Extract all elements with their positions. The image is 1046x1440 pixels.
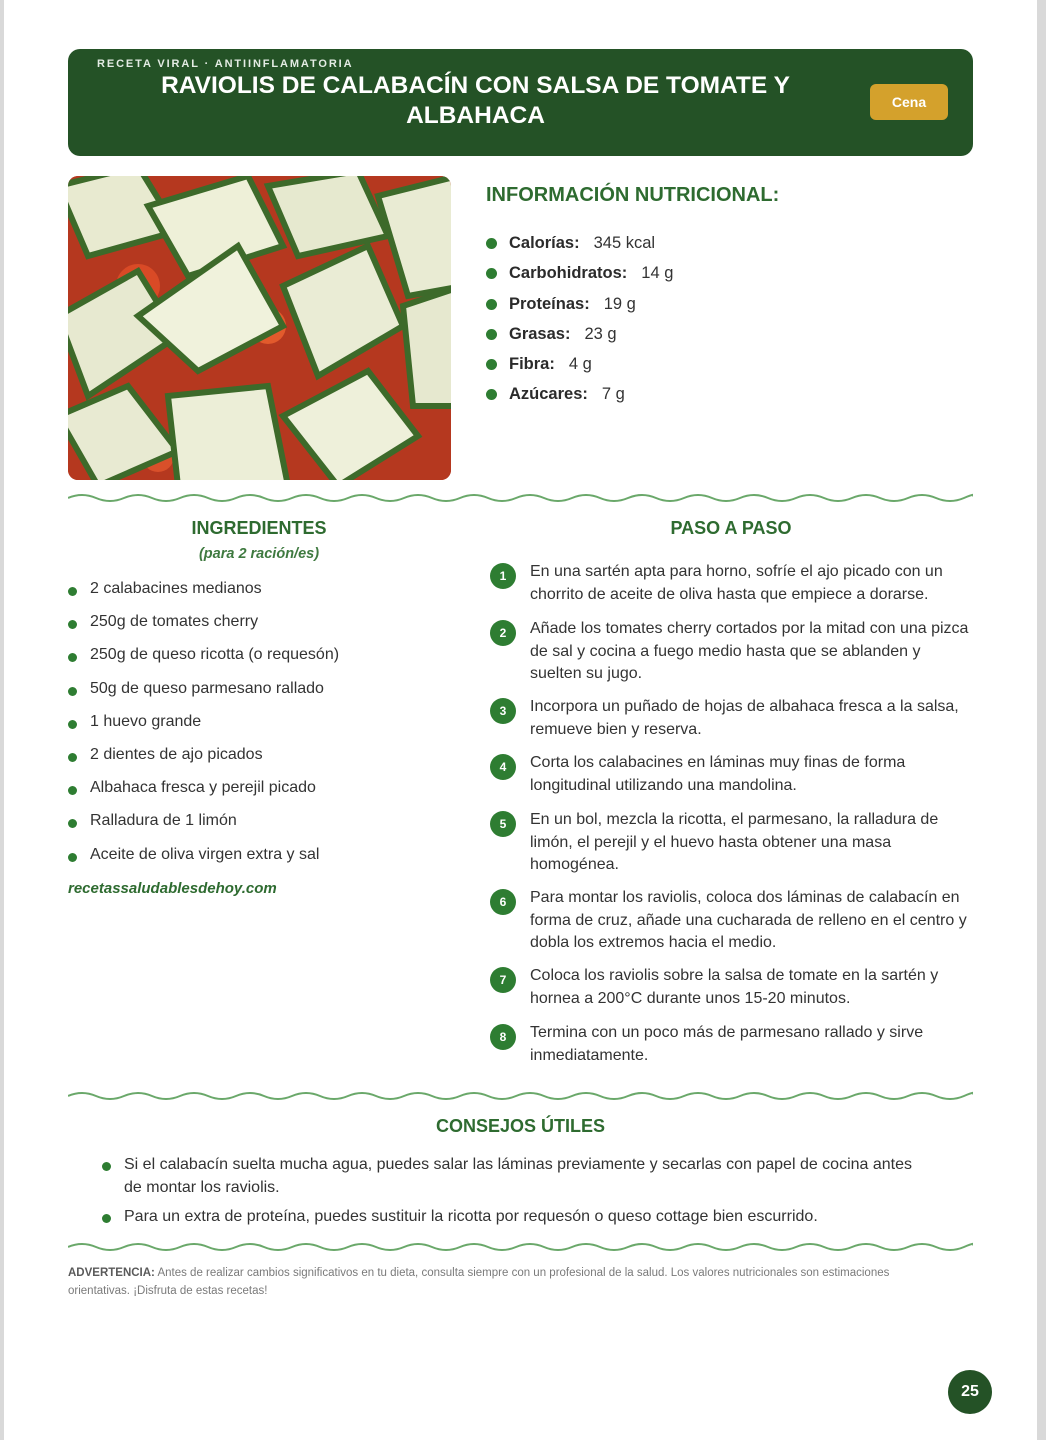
nutrition-item — [486, 383, 673, 413]
nutrition-value: 345 kcal — [593, 234, 656, 252]
bullet-icon — [68, 653, 77, 662]
nutrition-item — [486, 262, 673, 292]
nutrition-label: Proteínas: — [509, 294, 590, 313]
step-text: En un bol, mezcla la ricotta, el parmesano, la ralladura de limón, el perejil y el huevo hasta obtener una masa homogénea. — [530, 811, 939, 873]
step-text: Incorpora un puñado de hojas de albahaca fresca a la salsa, remueve bien y reserva. — [530, 698, 959, 738]
ingredient-text: 2 dientes de ajo picados — [90, 745, 263, 763]
ingredient-text: Albahaca fresca y perejil picado — [90, 779, 316, 797]
step-text: Coloca los raviolis sobre la salsa de tomate en la sartén y hornea a 200°C durante unos 15-20 minutos. — [530, 967, 939, 1007]
bullet-icon — [68, 587, 77, 596]
ingredient-text: 2 calabacines medianos — [90, 580, 262, 597]
ingredient-text: 250g de tomates cherry — [90, 613, 259, 631]
step-text: Para montar los raviolis, coloca dos láminas de calabacín en forma de cruz, añade una cucharada de relleno en el centro y dobla los extremos hacia el medio. — [530, 889, 967, 951]
step-number: 5 — [490, 811, 516, 837]
wave-divider — [68, 1090, 973, 1102]
bullet-icon — [486, 238, 497, 249]
nutrition-label: Calorías: — [509, 234, 580, 252]
ingredient-item — [68, 611, 448, 644]
bullet-icon — [68, 720, 77, 729]
ingredient-item — [68, 644, 448, 677]
recipe-kicker: RECETA VIRAL · ANTIINFLAMATORIA — [97, 58, 354, 70]
bullet-icon — [486, 359, 497, 370]
ingredient-text: 250g de queso ricotta (o requesón) — [90, 646, 340, 664]
recipe-photo — [68, 176, 451, 480]
bullet-icon — [68, 819, 77, 828]
steps-title: PASO A PASO — [670, 518, 792, 538]
step-text: En una sartén apta para horno, sofríe el ajo picado con un chorrito de aceite de oliva hasta que empiece a dorarse. — [530, 563, 943, 603]
bullet-icon — [102, 1162, 111, 1171]
nutrition-label: Grasas: — [509, 324, 571, 343]
ingredient-text: Aceite de oliva virgen extra y sal — [90, 845, 320, 863]
bullet-icon — [68, 753, 77, 762]
nutrition-label: Fibra: — [509, 355, 555, 374]
recipe-title: RAVIOLIS DE CALABACÍN CON SALSA DE TOMATE Y ALBAHACA — [161, 72, 790, 129]
step-number: 6 — [490, 889, 516, 915]
tip-text: Para un extra de proteína, puedes sustituir la ricotta por requesón o queso cottage bien escurrido. — [124, 1208, 818, 1225]
ingredient-text: 1 huevo grande — [90, 712, 202, 730]
ingredient-item — [68, 777, 448, 810]
ingredients-title: INGREDIENTES — [191, 518, 327, 538]
step-text: Añade los tomates cherry cortados por la mitad con una pizca de sal y cocina a fuego medio hasta que se ablanden y suelten su jugo. — [530, 620, 969, 682]
wave-divider — [68, 1241, 973, 1253]
nutrition-title: INFORMACIÓN NUTRICIONAL: — [486, 184, 780, 206]
meal-type-badge: Cena — [870, 84, 948, 120]
disclaimer-text: Antes de realizar cambios significativos en tu dieta, consulta siempre con un profesional de la salud. Los valores nutricionales son estimaciones orientativas. ¡Disfruta de estas recetas! — [68, 1267, 890, 1297]
nutrition-item — [486, 232, 673, 262]
nutrition-value: 7 g — [601, 385, 625, 404]
bullet-icon — [102, 1214, 111, 1223]
nutrition-label: Carbohidratos: — [509, 264, 628, 283]
ingredients-list — [68, 578, 448, 877]
page-number: 25 — [948, 1370, 992, 1414]
nutrition-label: Azúcares: — [509, 385, 588, 404]
recipe-page — [4, 0, 1037, 1440]
ingredient-text: 50g de queso parmesano rallado — [90, 679, 324, 697]
step-number: 2 — [490, 620, 516, 646]
tips-title: CONSEJOS ÚTILES — [435, 1116, 606, 1136]
tip-text: Si el calabacín suelta mucha agua, puedes salar las láminas previamente y secarlas con papel de cocina antes de montar los raviolis. — [124, 1156, 913, 1196]
ingredient-item — [68, 678, 448, 711]
step-number: 4 — [490, 754, 516, 780]
ingredient-item — [68, 711, 448, 744]
bullet-icon — [68, 620, 77, 629]
bullet-icon — [486, 389, 497, 400]
nutrition-value: 19 g — [603, 294, 636, 313]
nutrition-item — [486, 293, 673, 323]
nutrition-value: 14 g — [641, 264, 674, 283]
ingredient-text: Ralladura de 1 limón — [90, 812, 237, 830]
bullet-icon — [68, 687, 77, 696]
disclaimer-label: ADVERTENCIA: — [68, 1267, 155, 1279]
disclaimer — [68, 1264, 928, 1300]
nutrition-item — [486, 323, 673, 353]
step-number: 1 — [490, 563, 516, 589]
step-number: 7 — [490, 967, 516, 993]
bullet-icon — [68, 853, 77, 862]
bullet-icon — [486, 268, 497, 279]
ingredient-item — [68, 844, 448, 877]
step-text: Corta los calabacines en láminas muy finas de forma longitudinal utilizando una mandolina. — [530, 754, 906, 794]
website-link[interactable]: recetassaludablesdehoy.com — [68, 880, 277, 897]
servings-subtitle: (para 2 ración/es) — [198, 546, 320, 562]
nutrition-value: 23 g — [584, 324, 617, 343]
ingredient-item — [68, 744, 448, 777]
nutrition-item — [486, 353, 673, 383]
ingredient-item — [68, 578, 448, 611]
recipe-header — [68, 49, 973, 156]
bullet-icon — [486, 299, 497, 310]
step-text: Termina con un poco más de parmesano rallado y sirve inmediatamente. — [530, 1024, 924, 1064]
nutrition-list — [486, 232, 673, 414]
bullet-icon — [486, 329, 497, 340]
bullet-icon — [68, 786, 77, 795]
step-number: 3 — [490, 698, 516, 724]
zucchini-ravioli-image — [68, 176, 451, 480]
wave-divider — [68, 492, 973, 504]
step-number: 8 — [490, 1024, 516, 1050]
ingredient-item — [68, 810, 448, 843]
nutrition-value: 4 g — [568, 355, 592, 374]
